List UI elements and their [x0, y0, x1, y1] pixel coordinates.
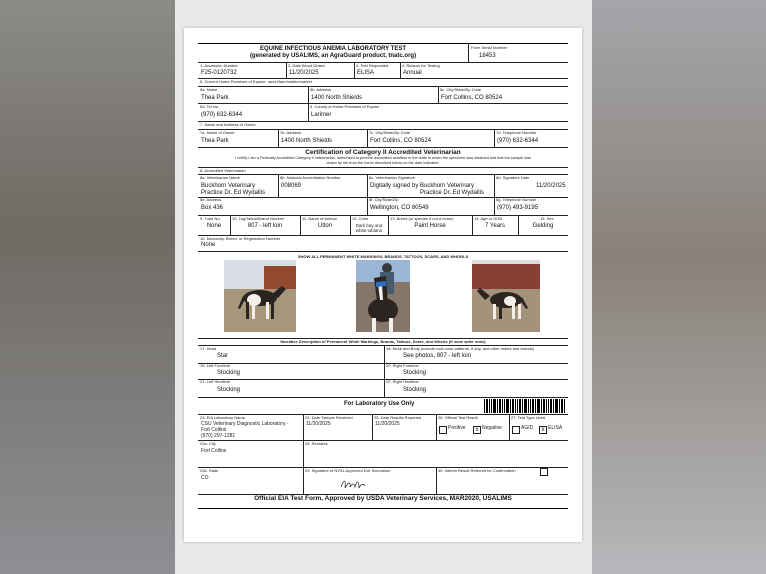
vet-city: Wellington, CO 80549: [370, 205, 429, 211]
tag-number: 807 - left loin: [247, 223, 283, 229]
premises-tel-label: 5d. Tel No.: [200, 104, 220, 109]
sex: Gelding: [532, 223, 554, 229]
negative-label: Negative: [482, 425, 502, 431]
vet-address: Box 436: [201, 205, 224, 211]
positive-checkbox[interactable]: [439, 426, 447, 434]
vet-tel: (970) 493-9195: [497, 205, 539, 211]
agid-label: AGID: [521, 425, 534, 431]
vet-name-label: 8a. Veterinarian Name: [200, 175, 240, 180]
form-title: EQUINE INFECTIOUS ANEMIA LABORATORY TEST: [259, 46, 406, 52]
premises-address-label: 5b. Address: [310, 87, 332, 92]
cert-text-2: drawn by me from the horse described below on the date indicated.: [326, 161, 440, 165]
owner-city-label: 7c. City/State/Zip Code: [369, 130, 411, 135]
owner-label: 7. Name and Address of Owner: [200, 122, 256, 127]
sig-date: 11/20/2025: [536, 183, 566, 189]
test-requested-label: 3. Test Requested: [356, 63, 389, 68]
received-label: 24. Date Sample Received: [305, 415, 353, 420]
narrative-title: Narrative Description of Permanent White Markings, Brands, Tattoos, Scars, and Whorls (if none write none): [280, 339, 486, 344]
date-received: 11/20/2025: [306, 421, 331, 427]
date-reported: 11/20/2025: [375, 421, 400, 427]
technician-signature: [339, 477, 367, 491]
color-2: white tobiano: [355, 228, 383, 233]
lab-city-label: 23a. City: [200, 441, 216, 446]
right-hindlimb: Stocking: [403, 387, 427, 393]
form-footer: Official EIA Test Form, Approved by USDA Veterinary Services, MAR2020, USALIMS: [254, 495, 512, 502]
head-label: 17. Head: [200, 346, 217, 351]
interim-checkbox[interactable]: [540, 468, 548, 476]
document-page: [184, 28, 582, 542]
premises-address: 1400 North Shields: [311, 95, 363, 101]
reason: Annual: [403, 70, 422, 76]
barcode-icon: [484, 399, 566, 413]
premises-tel: (970) 632-6344: [201, 112, 243, 118]
lab-city: Fort Collins: [201, 448, 227, 454]
rh-label: 22. Right Hindlimb: [386, 379, 419, 384]
accred-number: 008069: [281, 183, 302, 189]
lab-state-label: 23b. State: [200, 468, 219, 473]
age: 7 Years: [484, 223, 506, 229]
accred-label: 8b. National Accreditation Number: [280, 175, 341, 180]
elisa-checkbox[interactable]: x: [539, 426, 547, 434]
vet-name-1: Buckhorn Veterinary: [201, 183, 256, 189]
vet-tel-label: 8g. Telephone Number: [496, 197, 537, 202]
vet-sig-1: Digitally signed by Buckhorn Veterinary: [370, 183, 475, 189]
owner-name-label: 7a. Name of Owner: [200, 130, 235, 135]
tube-number: None: [206, 223, 222, 229]
nvsl-label: 29. Signature of NVSL Approved EIA Technician: [305, 468, 390, 473]
test-requested: ELISA: [357, 70, 375, 76]
vet-label: 8. Accredited Veterinarian: [200, 168, 246, 173]
animal-name-label: 11. Name of Animal: [302, 216, 337, 221]
interim-label: 30. Interim Result Referred for Confirmation: [438, 468, 516, 473]
vet-name-2: Practice Dr. Ed Wydallis: [201, 190, 265, 196]
premises-city-label: 5c. City/State/Zip Code: [440, 87, 482, 92]
accession-number: F25-0120732: [201, 70, 237, 76]
owner-city: Fort Collins, CO 80524: [370, 138, 432, 144]
age-label: 14. Age or DOB: [474, 216, 503, 221]
premises-label: 5. Current Home Premises of Equine: ranch/farm/stable/market: [200, 79, 312, 84]
remarks-label: 28. Remarks: [305, 441, 328, 446]
test-type-label: 27. Test Type Used: [511, 415, 546, 420]
lab-phone: (970) 297-1281: [201, 433, 236, 439]
left-forelimb: Stocking: [217, 370, 241, 376]
date-drawn-label: 2. Date Blood Drawn: [288, 63, 325, 68]
vet-sig-2: Practice Dr. Ed Wydallis: [420, 190, 484, 196]
date-drawn: 11/20/2025: [289, 70, 319, 76]
reason-label: 4. Reason for Testing: [402, 63, 440, 68]
positive-label: Positive: [448, 425, 466, 431]
head: Star: [217, 353, 229, 359]
animal-name: Ulton: [317, 223, 332, 229]
sex-label: 15. Sex: [540, 216, 554, 221]
serial-label: Form Serial Number: [471, 45, 508, 50]
vet-city-label: 8f. City/State/Zip: [369, 197, 399, 202]
lab-name-label: 23. EIA Laboratory Name: [200, 415, 245, 420]
background-left: [0, 0, 175, 574]
premises-name: Thea Park: [201, 95, 229, 101]
elisa-label: ELISA: [548, 425, 563, 431]
serial-number: 18453: [479, 53, 496, 59]
vet-sig-label: 8c. Veterinarian Signature: [369, 175, 416, 180]
vet-address-label: 8e. Address: [200, 197, 222, 202]
county: Larimer: [311, 112, 332, 118]
photos-title: SHOW ALL PERMANENT WHITE MARKINGS, BRANDS, TATTOOS, SCARS, AND WHORLS: [297, 254, 469, 259]
owner-tel-label: 7d. Telephone Number: [496, 130, 537, 135]
negative-checkbox[interactable]: x: [473, 426, 481, 434]
county-label: 6. County of Home Premises of Equine: [310, 104, 380, 109]
premises-city: Fort Collins, CO 80524: [441, 95, 503, 101]
tag-label: 10. Tag/Tattoo/Brand Number: [232, 216, 285, 221]
agid-checkbox[interactable]: [512, 426, 520, 434]
horse-photo-left-side: [224, 260, 296, 332]
breed-label: 13. Breed (or species if not a horse): [390, 216, 454, 221]
microchip-label: 16. Microchip, Breed, or Registration Number: [200, 236, 281, 241]
neck-label: 18. Neck and Body (include coat color patterns, if any, and other marks and brands): [386, 346, 535, 351]
background-right: [592, 0, 766, 574]
horse-photo-right-side: [472, 260, 540, 332]
lf-label: 19. Left Forelimb: [200, 363, 231, 368]
form-subtitle: (generated by USALIMS, an AgraGuard product, tnatc.org): [249, 53, 417, 59]
lab-title: For Laboratory Use Only: [344, 401, 415, 407]
reported-label: 25. Date Results Reported: [374, 415, 422, 420]
owner-address: 1400 North Shields: [281, 138, 333, 144]
lab-state: CO: [201, 475, 209, 481]
color-label: 12. Color: [352, 216, 369, 221]
color-1: Dark bay and: [355, 223, 383, 228]
result-label: 26. Official Test Result: [438, 415, 478, 420]
sig-date-label: 8d. Signature Date: [496, 175, 530, 180]
premises-name-label: 5a. Name: [200, 87, 218, 92]
owner-address-label: 7b. Address: [280, 130, 302, 135]
cert-title: Certification of Category II Accredited Veterinarian: [305, 149, 461, 156]
rf-label: 20. Right Forelimb: [386, 363, 419, 368]
microchip: None: [201, 242, 216, 248]
tube-label: 9. Tube No.: [200, 216, 221, 221]
lab-name-2: Fort Collins: [201, 427, 227, 433]
lh-label: 21. Left Hindlimb: [200, 379, 231, 384]
owner-name: Thea Park: [201, 138, 229, 144]
left-hindlimb: Stocking: [217, 387, 241, 393]
lab-name-1: CSU Veterinary Diagnostic Laboratory -: [201, 421, 289, 427]
accession-label: 1. Accession Number: [200, 63, 238, 68]
breed: Paint Horse: [414, 223, 446, 229]
owner-tel: (970) 632-6344: [497, 138, 539, 144]
horse-photo-front: [356, 260, 410, 332]
neck: See photos, 807 - left loin: [403, 353, 472, 359]
cert-text-1: I certify I am a Federally Accredited Category II veterinarian, authorized to perform accredited activities in the state in which the specimen was obtained and that the sample was: [235, 156, 531, 160]
right-forelimb: Stocking: [403, 370, 427, 376]
